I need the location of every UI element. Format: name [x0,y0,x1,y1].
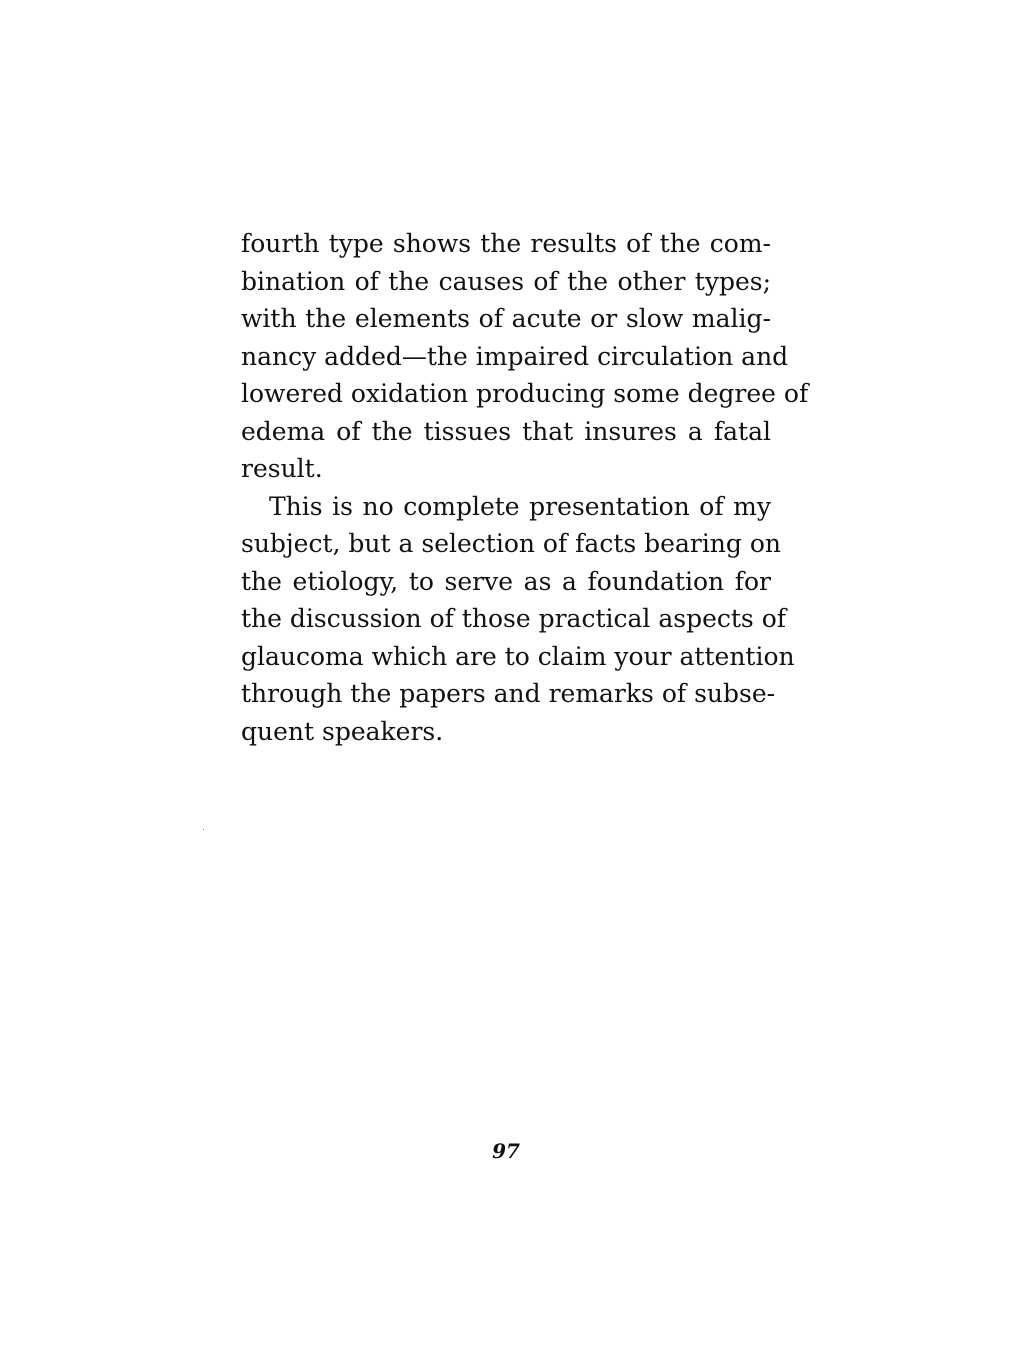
scan-speck [203,829,204,830]
page-number: 97 [492,1139,520,1163]
paragraph-2 [241,488,795,751]
text-line: edema of the tissues that insures a fatal [241,416,771,446]
text-line: subject, but a selection of facts bearing on [241,529,782,558]
text-line: lowered oxidation producing some degree of [241,379,809,408]
body-text [241,225,809,750]
text-line: bination of the causes of the other types; [241,266,771,296]
text-line: through the papers and remarks of subse- [241,679,776,708]
text-line: quent speakers. [241,716,444,746]
paragraph-1 [241,225,809,488]
text-line: fourth type shows the results of the com- [241,229,771,258]
text-line: nancy added—the impaired circulation and [241,341,789,371]
text-line: result. [241,454,323,483]
text-line: This is no complete presentation of my [269,491,771,521]
text-line: glaucoma which are to claim your attention [241,641,795,671]
text-line: with the elements of acute or slow malig- [241,304,771,333]
text-line: the etiology, to serve as a foundation for [241,566,771,596]
text-line: the discussion of those practical aspects of [241,604,787,633]
